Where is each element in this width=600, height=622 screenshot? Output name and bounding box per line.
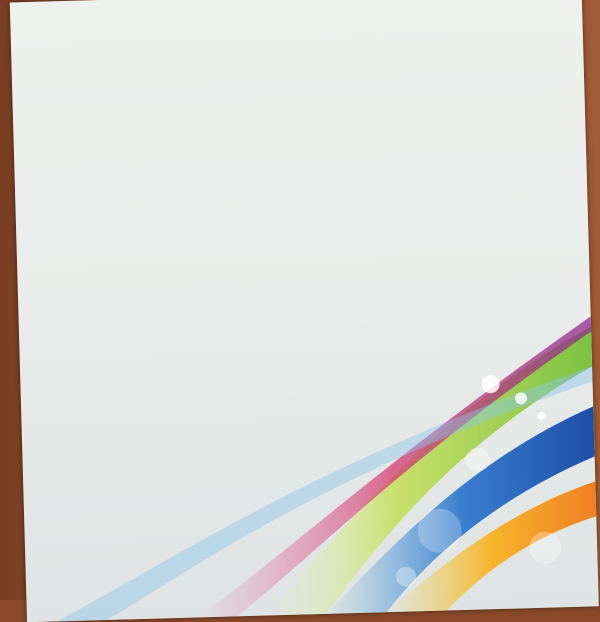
program-committee-sheet <box>10 0 599 622</box>
rainbow-swirl-decoration <box>10 0 599 622</box>
